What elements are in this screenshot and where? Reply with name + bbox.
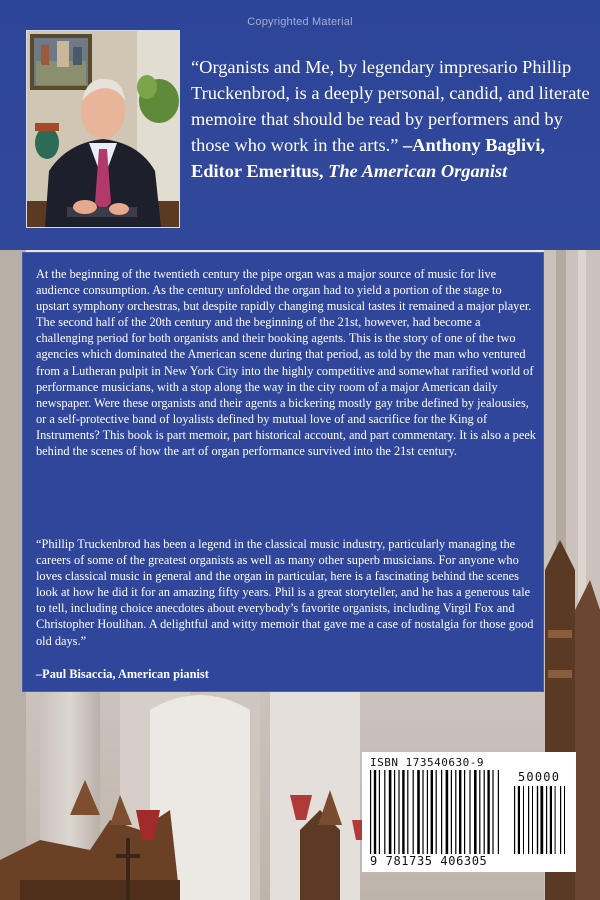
- top-quote: [191, 54, 591, 184]
- copyright-watermark: Copyrighted Material: [247, 16, 353, 28]
- top-quote-attribution: –Anthony Baglivi, Editor Emeritus,: [191, 135, 546, 181]
- price-addon-bars: [514, 786, 568, 854]
- top-quote-publication: The American Organist: [328, 161, 508, 181]
- isbn-barcode: [362, 752, 576, 872]
- ean-bars: [370, 770, 502, 854]
- review-attribution: –Paul Bisaccia, American pianist: [36, 667, 209, 681]
- review-quote: “Phillip Truckenbrod has been a legend in the classical music industry, particularly managing the careers of some of the greatest organists as well as many other superb musicians. For anyone who loves classical music in general and the organ in particular, here is a fascinating behind the scenes look at how he did it for an amazing fifty years. Phil is a great storyteller, and he has a generous tale to tell, including choice anecdotes about everybody’s favorite organists, including Virgil Fox and Christopher Houlihan. A delightful and witty memoir that gave me a case of nostalgia for those good old days.”: [36, 537, 534, 648]
- ean-digits: 9 781735 406305: [370, 854, 488, 868]
- top-quote-text: “Organists and Me, by legendary impresario Phillip Truckenbrod, is a deeply personal, candid, and literate memoire that should be read by performers and by those who work in the arts.”: [191, 57, 590, 155]
- author-photo: [26, 30, 180, 228]
- isbn-label: ISBN 173540630-9: [370, 756, 484, 769]
- price-code: 50000: [518, 770, 561, 784]
- book-description: At the beginning of the twentieth century the pipe organ was a major source of music for live audience consumption. As the century unfolded the organ had to yield a portion of the stage to upstart symphony orchestras, but despite rapidly changing musical tastes it remained a major player. The second half of the 20th century and the beginning of the 21st, however, had become a challenging period for both organists and their booking agents. This is the story of one of the two agencies which dominated the American scene during that period, as told by the man who ventured from a Lutheran pulpit in New York City into the highly competitive and somewhat rarified world of performance musicians, with a stop along the way in the city room of a major American daily newspaper. Were these organists and their agents a bickering mostly gay tribe defined by jealousies, or a self-protective band of loyalists defined by mutual love of and sacrifice for the King of Instruments? This book is part memoir, part historical account, and part commentary. It is also a peek behind the scenes of how the art of organ performance survived into the 21st century.: [36, 267, 536, 459]
- top-band: [0, 0, 600, 250]
